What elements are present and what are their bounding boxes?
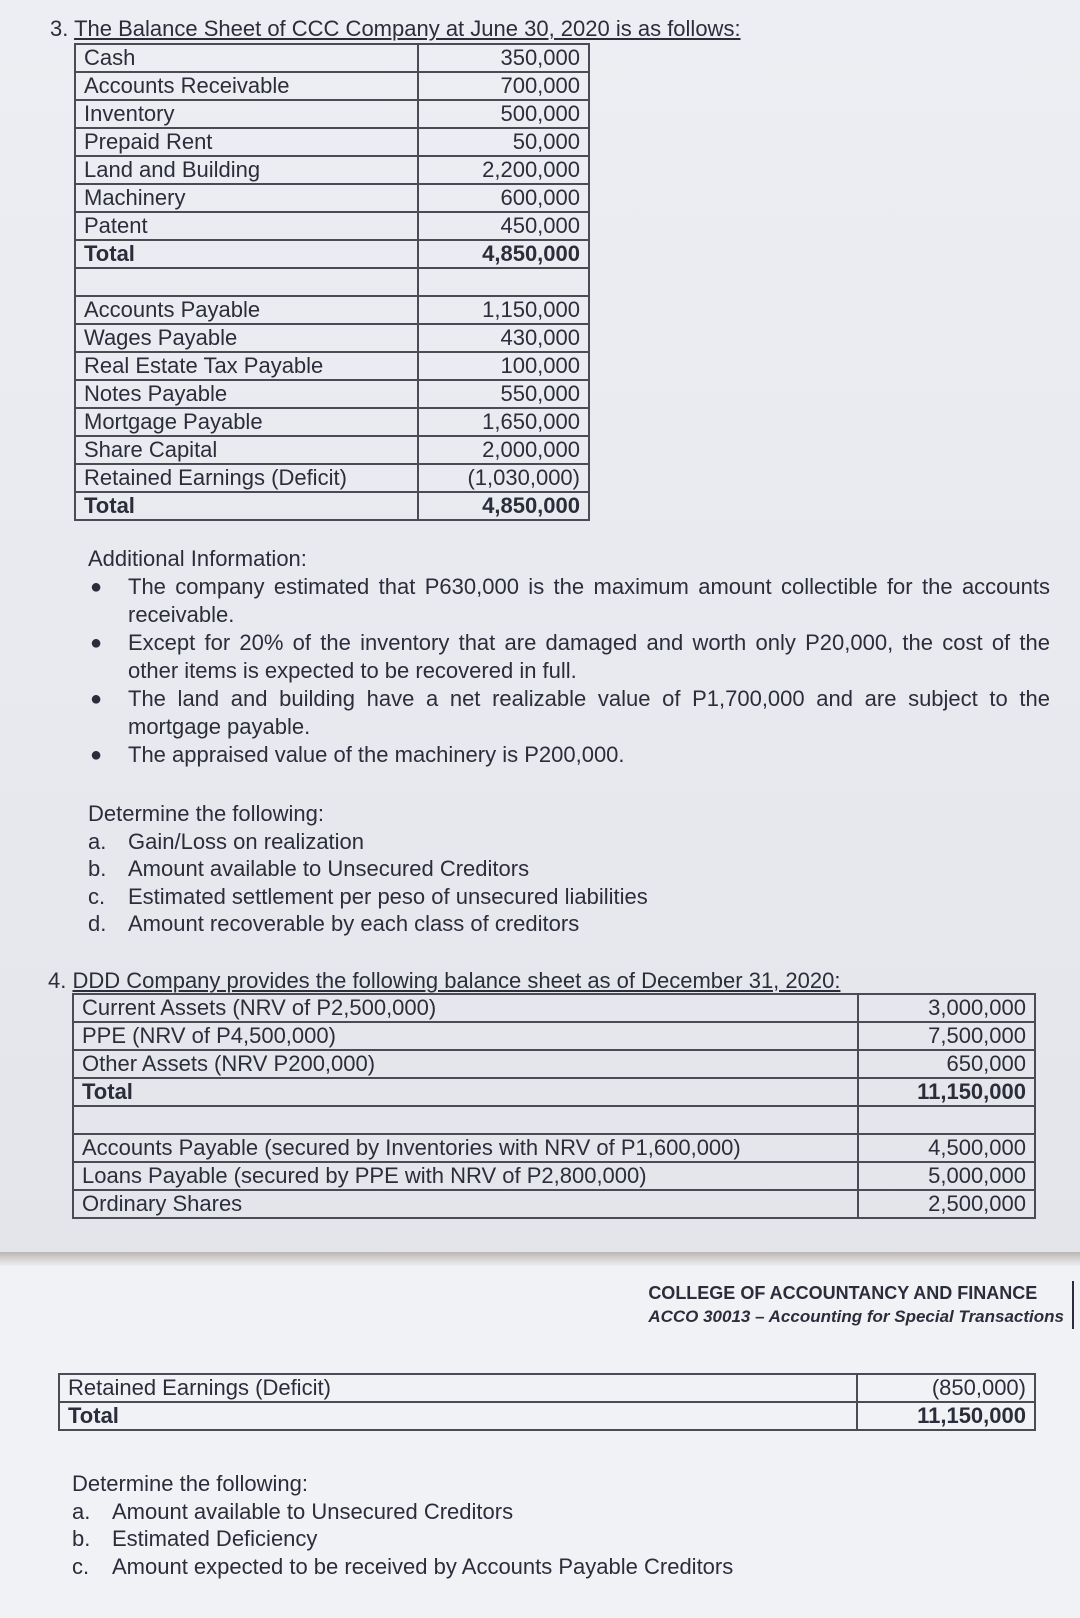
problem4-heading	[48, 968, 840, 994]
continued-total-row: Total 11,150,000	[59, 1402, 1035, 1430]
additional-info-heading: Additional Information:	[88, 546, 307, 571]
problem3-balance-sheet	[74, 43, 590, 521]
problem3-number: 3.	[50, 16, 69, 41]
assets-total-row: Total 4,850,000	[75, 240, 589, 268]
table-row: Patent 450,000	[75, 212, 589, 240]
table-row: Accounts Payable (secured by Inventories with NRV of P1,600,000) 4,500,000	[73, 1134, 1035, 1162]
determine-heading: Determine the following:	[88, 801, 325, 826]
problem3-determine	[88, 800, 788, 938]
table-row: Prepaid Rent 50,000	[75, 128, 589, 156]
table-row: Inventory 500,000	[75, 100, 589, 128]
table-row: Real Estate Tax Payable 100,000	[75, 352, 589, 380]
table-row: Land and Building 2,200,000	[75, 156, 589, 184]
table-row: Share Capital 2,000,000	[75, 436, 589, 464]
problem3-title: The Balance Sheet of CCC Company at June 30, 2020 is as follows:	[74, 16, 741, 41]
list-item: c. Amount expected to be received by Accounts Payable Creditors	[72, 1553, 734, 1579]
table-row: Mortgage Payable 1,650,000	[75, 408, 589, 436]
list-item: b. Estimated Deficiency	[72, 1526, 318, 1551]
table-row: Notes Payable 550,000	[75, 380, 589, 408]
liabilities-total-row: Total 4,850,000	[75, 492, 589, 520]
table-row: Accounts Payable 1,150,000	[75, 296, 589, 324]
blank-row	[73, 1106, 1035, 1134]
problem3-heading	[50, 16, 741, 42]
table-row: Machinery 600,000	[75, 184, 589, 212]
page-fold	[0, 1252, 1080, 1266]
bullet-icon: ●	[90, 576, 103, 598]
table-row: Accounts Receivable 700,000	[75, 72, 589, 100]
blank-row	[75, 268, 589, 296]
additional-info-list	[90, 573, 1050, 769]
problem4-balance-sheet-continued	[58, 1373, 1036, 1431]
course-name: ACCO 30013 – Accounting for Special Transactions	[648, 1307, 1064, 1326]
determine-heading: Determine the following:	[72, 1471, 309, 1496]
table-row: Cash 350,000	[75, 44, 589, 72]
problem4-title: DDD Company provides the following balance sheet as of December 31, 2020:	[72, 968, 841, 993]
table-row: Current Assets (NRV of P2,500,000) 3,000,000	[73, 994, 1035, 1022]
list-item: a. Amount available to Unsecured Creditors	[72, 1498, 514, 1524]
bullet-icon: ●	[90, 688, 103, 710]
table-row: Retained Earnings (Deficit) (1,030,000)	[75, 464, 589, 492]
list-item: c. Estimated settlement per peso of unsecured liabilities	[88, 883, 648, 909]
list-item: a. Gain/Loss on realization	[88, 828, 365, 854]
list-item: d. Amount recoverable by each class of creditors	[88, 911, 580, 936]
table-row: Retained Earnings (Deficit) (850,000)	[59, 1374, 1035, 1402]
college-name: COLLEGE OF ACCOUNTANCY AND FINANCE	[648, 1283, 1038, 1303]
problem4-balance-sheet	[72, 993, 1036, 1219]
table-row: Other Assets (NRV P200,000) 650,000	[73, 1050, 1035, 1078]
table-row: Ordinary Shares 2,500,000	[73, 1190, 1035, 1218]
problem4-number: 4.	[48, 968, 67, 993]
bullet-icon: ●	[90, 744, 103, 766]
table-row: Loans Payable (secured by PPE with NRV of P2,800,000) 5,000,000	[73, 1162, 1035, 1190]
list-item: ● The appraised value of the machinery is P200,000.	[90, 742, 625, 767]
bullet-icon: ●	[90, 632, 103, 654]
list-item: ● Except for 20% of the inventory that are damaged and worth only P20,000, the cost of the other items is expected to be recovered in full.	[90, 630, 1050, 683]
list-item: ● The land and building have a net realizable value of P1,700,000 and are subject to the mortgage payable.	[90, 686, 1050, 739]
list-item: ● The company estimated that P630,000 is the maximum amount collectible for the accounts receivable.	[90, 574, 1050, 627]
page-header	[648, 1281, 1074, 1329]
table-row: PPE (NRV of P4,500,000) 7,500,000	[73, 1022, 1035, 1050]
assets-total-row: Total 11,150,000	[73, 1078, 1035, 1106]
table-row: Wages Payable 430,000	[75, 324, 589, 352]
problem4-determine	[72, 1470, 972, 1580]
list-item: b. Amount available to Unsecured Creditors	[88, 856, 530, 881]
